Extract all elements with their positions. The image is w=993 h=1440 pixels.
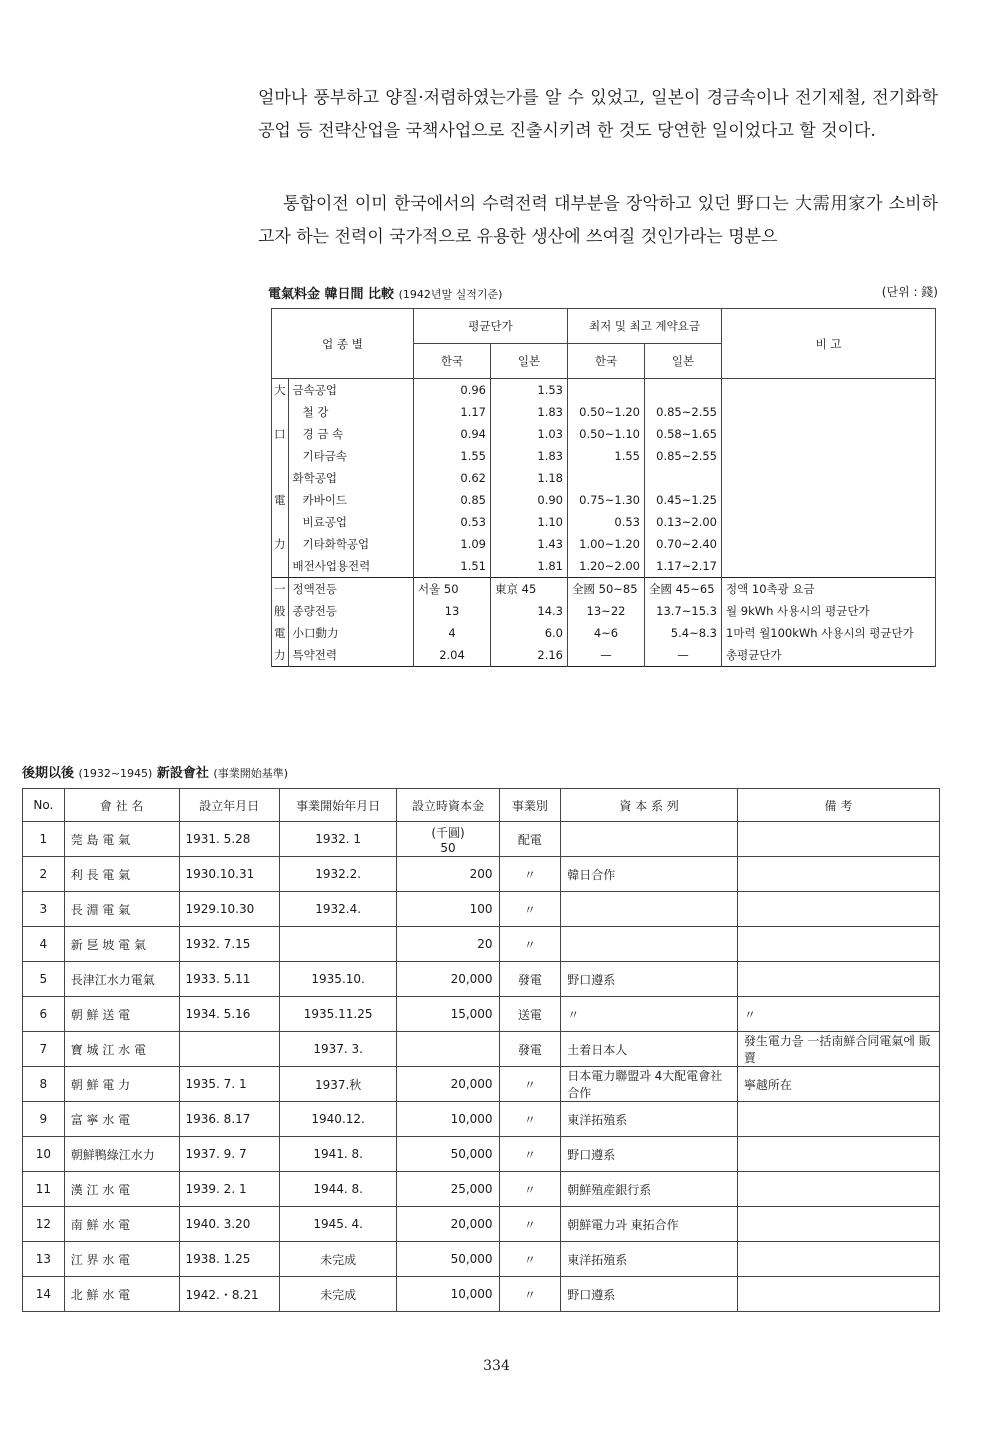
note: [737, 927, 939, 962]
row-note: [722, 533, 936, 555]
table1-subtitle: (1942년말 실적기준): [398, 288, 503, 301]
contract-korea: 0.50~1.10: [568, 423, 645, 445]
avg-korea: 서울 50: [414, 578, 491, 601]
table2-row: [23, 1032, 940, 1067]
avg-korea: 1.17: [414, 401, 491, 423]
avg-japan: 1.43: [491, 533, 568, 555]
avg-korea: 2.04: [414, 644, 491, 667]
row-number: 11: [23, 1172, 65, 1207]
row-number: 10: [23, 1137, 65, 1172]
avg-korea: 0.53: [414, 511, 491, 533]
contract-japan: 5.4~8.3: [645, 622, 722, 644]
table2-period: (1932~1945): [78, 767, 153, 780]
business-type: 送電: [499, 997, 561, 1032]
avg-korea: 0.94: [414, 423, 491, 445]
note: [737, 892, 939, 927]
subheader-korea: 한국: [568, 344, 645, 379]
avg-japan: 0.90: [491, 489, 568, 511]
contract-korea: 全國 50~85: [568, 578, 645, 601]
established-date: 1933. 5.11: [179, 962, 279, 997]
row-number: 14: [23, 1277, 65, 1312]
row-number: 7: [23, 1032, 65, 1067]
table1-general-row: [272, 600, 936, 622]
contract-japan: 0.58~1.65: [645, 423, 722, 445]
row-number: 1: [23, 822, 65, 857]
note: 發生電力을 一括南鮮合同電氣에 販賣: [737, 1032, 939, 1067]
row-note: 월 9kWh 사용시의 평균단가: [722, 600, 936, 622]
avg-japan: 1.53: [491, 379, 568, 402]
avg-korea: 1.09: [414, 533, 491, 555]
company-name: 寶 城 江 水 電: [64, 1032, 179, 1067]
row-name: 철 강: [288, 401, 414, 423]
note: [737, 1102, 939, 1137]
row-name: 종량전등: [288, 600, 414, 622]
table1-large-row: [272, 423, 936, 445]
avg-japan: 1.03: [491, 423, 568, 445]
header-cell: No.: [23, 789, 65, 822]
business-type: 〃: [499, 1172, 561, 1207]
header-cell: 事業開始年月日: [279, 789, 397, 822]
capital-unit: (千圓): [431, 825, 465, 840]
established-date: 1929.10.30: [179, 892, 279, 927]
row-group-char: 電: [272, 489, 289, 511]
capital-cell: 10,000: [397, 1277, 499, 1312]
header-cell: 事業別: [499, 789, 561, 822]
table1-title: 電氣料金 韓日間 比較: [268, 287, 395, 302]
contract-korea: 1.20~2.00: [568, 555, 645, 578]
capital-series: 野口遵系: [561, 1137, 738, 1172]
row-group-char: [272, 511, 289, 533]
capital-series: [561, 892, 738, 927]
established-date: 1931. 5.28: [179, 822, 279, 857]
table1-header-row: [272, 309, 936, 344]
company-name: 長津江水力電氣: [64, 962, 179, 997]
row-name: 小口動力: [288, 622, 414, 644]
row-group-char: [272, 445, 289, 467]
business-type: 發電: [499, 1032, 561, 1067]
row-note: 총평균단가: [722, 644, 936, 667]
row-note: [722, 489, 936, 511]
capital-cell: 20: [397, 927, 499, 962]
table2-header-row: [23, 789, 940, 822]
row-number: 12: [23, 1207, 65, 1242]
row-number: 5: [23, 962, 65, 997]
row-group-char: 口: [272, 423, 289, 445]
table2-title: 後期以後: [22, 766, 75, 781]
avg-korea: 0.85: [414, 489, 491, 511]
table1-large-row: [272, 379, 936, 402]
row-note: 정액 10촉광 요금: [722, 578, 936, 601]
company-name: 朝 鮮 電 力: [64, 1067, 179, 1102]
business-type: 〃: [499, 1067, 561, 1102]
contract-japan: 0.13~2.00: [645, 511, 722, 533]
company-name: 富 寧 水 電: [64, 1102, 179, 1137]
established-date: 1930.10.31: [179, 857, 279, 892]
start-date: 1932.4.: [279, 892, 397, 927]
row-group-char: 電: [272, 622, 289, 644]
note: [737, 1207, 939, 1242]
business-type: 配電: [499, 822, 561, 857]
note: [737, 1242, 939, 1277]
table2-row: [23, 927, 940, 962]
established-date: 1940. 3.20: [179, 1207, 279, 1242]
established-date: [179, 1032, 279, 1067]
capital-series: 野口遵系: [561, 962, 738, 997]
company-name: 莞 島 電 氣: [64, 822, 179, 857]
capital-series: 土着日本人: [561, 1032, 738, 1067]
start-date: 1940.12.: [279, 1102, 397, 1137]
start-date: 1935.11.25: [279, 997, 397, 1032]
row-note: [722, 511, 936, 533]
start-date: 1944. 8.: [279, 1172, 397, 1207]
table1-caption: [268, 283, 502, 302]
contract-korea: [568, 379, 645, 402]
avg-japan: 1.83: [491, 445, 568, 467]
row-group-char: [272, 401, 289, 423]
table1-large-row: [272, 401, 936, 423]
established-date: 1932. 7.15: [179, 927, 279, 962]
table1-large-row: [272, 555, 936, 578]
subheader-korea: 한국: [414, 344, 491, 379]
note: [737, 1277, 939, 1312]
capital-series: [561, 927, 738, 962]
company-name: 朝鮮鴨綠江水力: [64, 1137, 179, 1172]
avg-korea: 13: [414, 600, 491, 622]
contract-japan: 0.70~2.40: [645, 533, 722, 555]
capital-cell: 10,000: [397, 1102, 499, 1137]
company-name: 南 鮮 水 電: [64, 1207, 179, 1242]
subheader-japan: 일본: [645, 344, 722, 379]
company-name: 北 鮮 水 電: [64, 1277, 179, 1312]
company-name: 江 界 水 電: [64, 1242, 179, 1277]
row-group-char: 般: [272, 600, 289, 622]
row-name: 비료공업: [288, 511, 414, 533]
note: 寧越所在: [737, 1067, 939, 1102]
table1-large-row: [272, 533, 936, 555]
row-note: [722, 379, 936, 402]
established-date: 1942.・8.21: [179, 1277, 279, 1312]
header-cell: 會 社 名: [64, 789, 179, 822]
table2-row: [23, 1102, 940, 1137]
capital-cell: [397, 822, 499, 857]
start-date: 1935.10.: [279, 962, 397, 997]
start-date: 1937. 3.: [279, 1032, 397, 1067]
capital-cell: 50,000: [397, 1242, 499, 1277]
page-number: 334: [483, 1358, 510, 1374]
business-type: 〃: [499, 1277, 561, 1312]
capital-cell: 200: [397, 857, 499, 892]
contract-korea: —: [568, 644, 645, 667]
table2-row: [23, 857, 940, 892]
contract-korea: 0.75~1.30: [568, 489, 645, 511]
row-number: 13: [23, 1242, 65, 1277]
table2-caption: [22, 762, 288, 781]
business-type: 〃: [499, 857, 561, 892]
capital-cell: 25,000: [397, 1172, 499, 1207]
row-name: 기타화학공업: [288, 533, 414, 555]
note: [737, 857, 939, 892]
row-number: 3: [23, 892, 65, 927]
paragraph-1: 얼마나 풍부하고 양질·저렴하였는가를 알 수 있었고, 일본이 경금속이나 전기제철, 전기화학공업 등 전략산업을 국책사업으로 진출시키려 한 것도 당연한 일이었다고 할 것이다.: [258, 88, 938, 141]
capital-series: 東洋拓殖系: [561, 1242, 738, 1277]
avg-korea: 1.51: [414, 555, 491, 578]
avg-japan: 2.16: [491, 644, 568, 667]
row-name: 카바이드: [288, 489, 414, 511]
established-date: 1938. 1.25: [179, 1242, 279, 1277]
row-name: 기타금속: [288, 445, 414, 467]
row-group-char: 一: [272, 578, 289, 601]
row-note: 1마력 월100kWh 사용시의 평균단가: [722, 622, 936, 644]
start-date: 1941. 8.: [279, 1137, 397, 1172]
row-group-char: [272, 467, 289, 489]
electricity-rate-table: [271, 308, 936, 667]
business-type: 〃: [499, 892, 561, 927]
contract-japan: 13.7~15.3: [645, 600, 722, 622]
table1-general-row: [272, 578, 936, 601]
row-name: 금속공업: [288, 379, 414, 402]
avg-korea: 0.96: [414, 379, 491, 402]
company-name: 利 長 電 氣: [64, 857, 179, 892]
header-contract: 최저 및 최고 계약요금: [568, 309, 722, 344]
contract-korea: 0.53: [568, 511, 645, 533]
row-number: 9: [23, 1102, 65, 1137]
table2-row: [23, 1277, 940, 1312]
row-name: 화학공업: [288, 467, 414, 489]
table2-row: [23, 962, 940, 997]
row-group-char: 力: [272, 644, 289, 667]
business-type: 〃: [499, 1137, 561, 1172]
capital-cell: [397, 1032, 499, 1067]
table2-row: [23, 1242, 940, 1277]
paragraph-2: 통합이전 이미 한국에서의 수력전력 대부분을 장악하고 있던 野口는 大需用家가 소비하고자 하는 전력이 국가적으로 유용한 생산에 쓰여질 것인가라는 명분으: [258, 194, 938, 247]
contract-japan: 1.17~2.17: [645, 555, 722, 578]
established-date: 1937. 9. 7: [179, 1137, 279, 1172]
table2-basis: (事業開始基準): [213, 767, 289, 780]
contract-korea: 4~6: [568, 622, 645, 644]
contract-japan: —: [645, 644, 722, 667]
table2-row: [23, 1207, 940, 1242]
business-type: 發電: [499, 962, 561, 997]
row-number: 2: [23, 857, 65, 892]
capital-series: 朝鮮殖産銀行系: [561, 1172, 738, 1207]
business-type: 〃: [499, 1102, 561, 1137]
capital-series: 野口遵系: [561, 1277, 738, 1312]
row-name: 특약전력: [288, 644, 414, 667]
capital-cell: 100: [397, 892, 499, 927]
capital-cell: 20,000: [397, 1067, 499, 1102]
table1-unit: (단위 : 錢): [881, 285, 938, 299]
table2-row: [23, 1067, 940, 1102]
table2-row: [23, 1137, 940, 1172]
contract-korea: 13~22: [568, 600, 645, 622]
avg-korea: 4: [414, 622, 491, 644]
business-type: 〃: [499, 1207, 561, 1242]
table1-large-row: [272, 511, 936, 533]
note: [737, 1172, 939, 1207]
company-name: 漢 江 水 電: [64, 1172, 179, 1207]
note: [737, 1137, 939, 1172]
start-date: [279, 927, 397, 962]
start-date: 未完成: [279, 1277, 397, 1312]
table2-row: [23, 892, 940, 927]
avg-japan: 東京 45: [491, 578, 568, 601]
new-companies-table: [22, 788, 940, 1312]
contract-korea: [568, 467, 645, 489]
contract-korea: 0.50~1.20: [568, 401, 645, 423]
start-date: 未完成: [279, 1242, 397, 1277]
table2-title2: 新設會社: [156, 766, 209, 781]
header-cell: 設立年月日: [179, 789, 279, 822]
note: [737, 822, 939, 857]
row-note: [722, 423, 936, 445]
table1-large-row: [272, 467, 936, 489]
row-note: [722, 401, 936, 423]
note: 〃: [737, 997, 939, 1032]
capital-cell: 15,000: [397, 997, 499, 1032]
company-name: 長 淵 電 氣: [64, 892, 179, 927]
business-type: 〃: [499, 1242, 561, 1277]
table2-row: [23, 1172, 940, 1207]
table1-large-row: [272, 489, 936, 511]
avg-korea: 1.55: [414, 445, 491, 467]
table1-general-row: [272, 622, 936, 644]
table2-row: [23, 997, 940, 1032]
capital-series: 日本電力聯盟과 4大配電會社合作: [561, 1067, 738, 1102]
capital-cell: 20,000: [397, 1207, 499, 1242]
start-date: 1945. 4.: [279, 1207, 397, 1242]
header-cell: 資 本 系 列: [561, 789, 738, 822]
header-cell: 設立時資本金: [397, 789, 499, 822]
header-avg: 평균단가: [414, 309, 568, 344]
table2-row: [23, 822, 940, 857]
avg-japan: 1.10: [491, 511, 568, 533]
header-cell: 備 考: [737, 789, 939, 822]
table1-large-row: [272, 445, 936, 467]
row-name: 정액전등: [288, 578, 414, 601]
company-name: 新 乬 坡 電 氣: [64, 927, 179, 962]
avg-japan: 1.83: [491, 401, 568, 423]
contract-japan: [645, 379, 722, 402]
row-number: 8: [23, 1067, 65, 1102]
row-name: 경 금 속: [288, 423, 414, 445]
start-date: 1937.秋: [279, 1067, 397, 1102]
contract-japan: [645, 467, 722, 489]
row-group-char: 大: [272, 379, 289, 402]
start-date: 1932.2.: [279, 857, 397, 892]
contract-japan: 0.85~2.55: [645, 401, 722, 423]
row-group-char: [272, 555, 289, 578]
established-date: 1936. 8.17: [179, 1102, 279, 1137]
avg-korea: 0.62: [414, 467, 491, 489]
capital-series: 東洋拓殖系: [561, 1102, 738, 1137]
header-note: 비 고: [722, 309, 936, 379]
capital-value: 50: [440, 840, 456, 855]
subheader-japan: 일본: [491, 344, 568, 379]
capital-cell: 20,000: [397, 962, 499, 997]
avg-japan: 14.3: [491, 600, 568, 622]
capital-series: 〃: [561, 997, 738, 1032]
row-group-char: 力: [272, 533, 289, 555]
note: [737, 962, 939, 997]
business-type: 〃: [499, 927, 561, 962]
capital-series: [561, 822, 738, 857]
company-name: 朝 鮮 送 電: [64, 997, 179, 1032]
row-number: 4: [23, 927, 65, 962]
row-number: 6: [23, 997, 65, 1032]
avg-japan: 1.18: [491, 467, 568, 489]
capital-series: 韓日合作: [561, 857, 738, 892]
row-name: 배전사업용전력: [288, 555, 414, 578]
established-date: 1934. 5.16: [179, 997, 279, 1032]
contract-korea: 1.55: [568, 445, 645, 467]
established-date: 1939. 2. 1: [179, 1172, 279, 1207]
row-note: [722, 467, 936, 489]
capital-series: 朝鮮電力과 東拓合作: [561, 1207, 738, 1242]
header-category: 업 종 별: [272, 309, 414, 379]
row-note: [722, 555, 936, 578]
established-date: 1935. 7. 1: [179, 1067, 279, 1102]
contract-korea: 1.00~1.20: [568, 533, 645, 555]
contract-japan: 0.45~1.25: [645, 489, 722, 511]
avg-japan: 6.0: [491, 622, 568, 644]
contract-japan: 0.85~2.55: [645, 445, 722, 467]
avg-japan: 1.81: [491, 555, 568, 578]
table1-general-row: [272, 644, 936, 667]
contract-japan: 全國 45~65: [645, 578, 722, 601]
row-note: [722, 445, 936, 467]
capital-cell: 50,000: [397, 1137, 499, 1172]
start-date: 1932. 1: [279, 822, 397, 857]
